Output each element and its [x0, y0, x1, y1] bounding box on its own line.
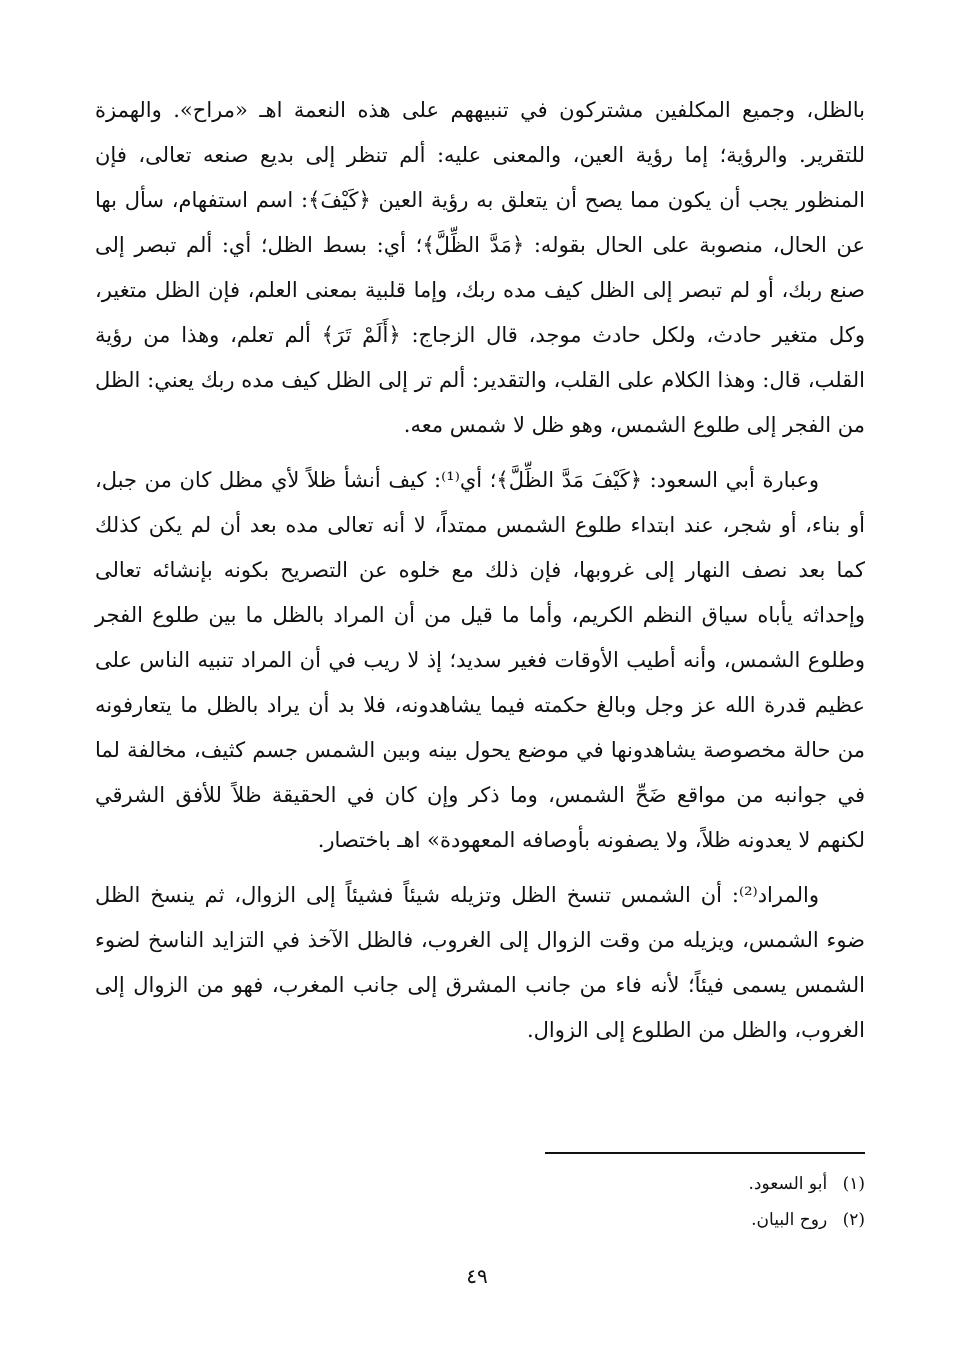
footnote-separator	[545, 1152, 865, 1154]
paragraph-2: وعبارة أبي السعود: ﴿كَيْفَ مَدَّ الظِّلَّ﴾؛ أي⁽¹⁾: كيف أنشأ ظلاً لأي مظل كان من جبل، أو بناء، أو شجر، عند ابتداء طلوع الشمس ممتداً، لا أنه تعالى مده بعد أن لم يكن كذلك كما بعد نصف النهار إلى غروبها، فإن ذلك مع خلوه عن التصريح بكونه بإنشائه تعالى وإحداثه يأباه سياق النظم الكريم، وأما ما قيل من أن المراد بالظل ما بين طلوع الفجر وطلوع الشمس، وأنه أطيب الأوقات فغير سديد؛ إذ لا ريب في أن المراد تنبيه الناس على عظيم قدرة الله عز وجل وبالغ حكمته فيما يشاهدونه، فلا بد أن يراد بالظل ما يتعارفونه من حالة مخصوصة يشاهدونها في موضع يحول بينه وبين الشمس جسم كثيف، مخالفة لما في جوانبه من مواقع ضَحِّ الشمس، وما ذكر وإن كان في الحقيقة ظلاً للأفق الشرقي لكنهم لا يعدونه ظلاً، ولا يصفونه بأوصافه المعهودة» اهـ باختصار.	[95, 468, 865, 852]
footnote-1	[500, 1166, 865, 1202]
main-text	[95, 88, 865, 1063]
paragraph-1: بالظل، وجميع المكلفين مشتركون في تنبيههم على هذه النعمة اهـ «مراح». والهمزة للتقرير. والرؤية؛ إما رؤية العين، والمعنى عليه: ألم تنظر إلى بديع صنعه تعالى، فإن المنظور يجب أن يكون مما يصح أن يتعلق به رؤية العين ﴿كَيْفَ﴾: اسم استفهام، سأل بها عن الحال، منصوبة على الحال بقوله: ﴿مَدَّ الظِّلَّ﴾؛ أي: بسط الظل؛ أي: ألم تبصر إلى صنع ربك، أو لم تبصر إلى الظل كيف مده ربك، وإما قلبية بمعنى العلم، فإن الظل متغير، وكل متغير حادث، ولكل حادث موجد، قال الزجاج: ﴿أَلَمْ تَرَ﴾ ألم تعلم، وهذا من رؤية القلب، قال: وهذا الكلام على القلب، والتقدير: ألم تر إلى الظل كيف مده ربك يعني: الظل من الفجر إلى طلوع الشمس، وهو ظل لا شمس معه.	[95, 98, 865, 437]
paragraph-3: والمراد⁽²⁾: أن الشمس تنسخ الظل وتزيله شيئاً فشيئاً إلى الزوال، ثم ينسخ الظل ضوء الشمس، ويزيله من وقت الزوال إلى الغروب، فالظل الآخذ في التزايد الناسخ لضوء الشمس يسمى فيئاً؛ لأنه فاء من جانب المشرق إلى جانب المغرب، فهو من الزوال إلى الغروب، والظل من الطلوع إلى الزوال.	[95, 883, 865, 1042]
footnote-text: روح البيان.	[751, 1210, 828, 1230]
footnote-text: أبو السعود.	[748, 1174, 828, 1194]
page-number: ٤٩	[466, 1264, 488, 1288]
footnote-2	[500, 1202, 865, 1238]
footnote-number: (٢)	[842, 1210, 865, 1230]
footnotes	[500, 1166, 865, 1238]
footnote-number: (١)	[842, 1174, 865, 1194]
